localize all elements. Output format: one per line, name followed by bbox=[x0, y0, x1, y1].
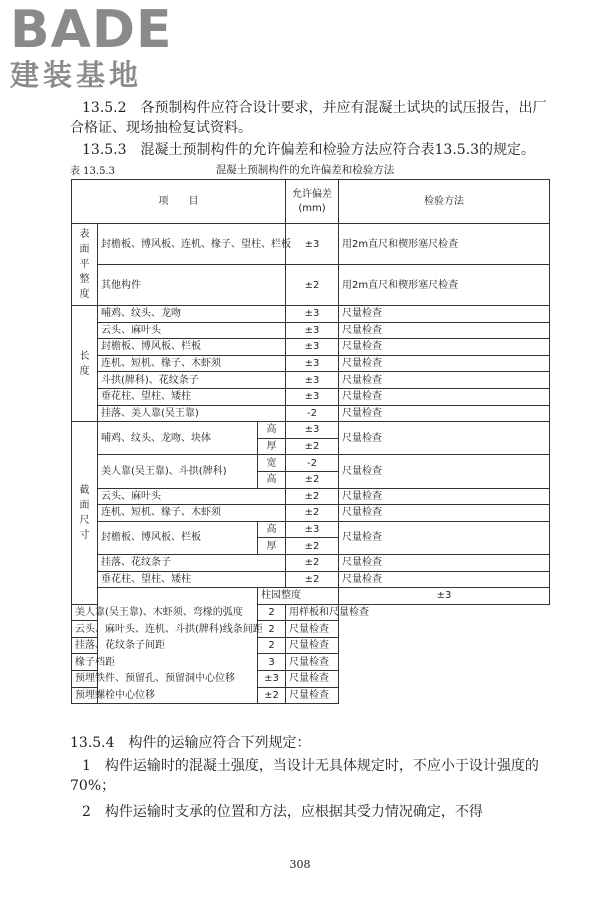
table-row bbox=[72, 405, 550, 422]
category-section: 截 面 尺 寸 bbox=[72, 422, 98, 605]
row-item: 云头、麻叶头 bbox=[98, 322, 286, 339]
table-row bbox=[72, 455, 550, 472]
paragraph-13-5-2: 13.5.2 各预制构件应符合设计要求，并应有混凝土试块的试压报告，出厂合格证、现场抽检复试资料。 bbox=[70, 100, 547, 136]
table-row bbox=[72, 554, 550, 571]
logo-brand-text: BADE bbox=[10, 0, 173, 60]
row-method: 用样板和尺量检查 bbox=[286, 604, 339, 621]
row-tolerance: ±2 bbox=[286, 571, 339, 588]
header-method: 检验方法 bbox=[339, 180, 550, 224]
row-tolerance: 2 bbox=[258, 604, 286, 621]
row-tolerance: ±3 bbox=[286, 388, 339, 405]
table-row bbox=[72, 306, 550, 323]
row-method: 用2m直尺和楔形塞尺检查 bbox=[339, 224, 550, 265]
table-row bbox=[72, 621, 550, 638]
row-method: 尺量检查 bbox=[286, 654, 339, 671]
table-row bbox=[72, 322, 550, 339]
row-tolerance: ±3 bbox=[286, 422, 339, 439]
table-row bbox=[72, 637, 550, 654]
table-header-row bbox=[72, 180, 550, 224]
row-method: 尺量检查 bbox=[339, 422, 550, 455]
row-sub: 高 bbox=[258, 471, 286, 488]
logo-brand-cn: 建装基地 bbox=[10, 58, 143, 92]
table-row bbox=[72, 588, 550, 605]
row-tolerance: ±2 bbox=[286, 265, 339, 306]
row-sub: 厚 bbox=[258, 438, 286, 455]
table-row bbox=[72, 521, 550, 538]
row-tolerance: ±3 bbox=[286, 339, 339, 356]
row-tolerance: ±3 bbox=[286, 306, 339, 323]
row-tolerance: ±3 bbox=[286, 224, 339, 265]
row-tolerance: ±2 bbox=[286, 488, 339, 505]
row-item: 挂落、美人靠(吴王靠) bbox=[98, 405, 286, 422]
row-method: 尺量检查 bbox=[339, 339, 550, 356]
row-method: 尺量检查 bbox=[286, 621, 339, 638]
row-item: 哺鸡、纹头、龙吻、块体 bbox=[98, 422, 258, 455]
table-row bbox=[72, 687, 550, 704]
row-tolerance: 3 bbox=[258, 654, 286, 671]
row-tolerance: 2 bbox=[258, 637, 286, 654]
list-item-2: 2 构件运输时支承的位置和方法，应根据其受力情况确定，不得 bbox=[82, 804, 483, 820]
row-method: 尺量检查 bbox=[286, 671, 339, 688]
table-row bbox=[72, 388, 550, 405]
table-row bbox=[72, 355, 550, 372]
row-sub: 高 bbox=[258, 521, 286, 538]
row-item: 预埋螺栓中心位移 bbox=[72, 687, 258, 704]
table-row bbox=[72, 372, 550, 389]
category-surface: 表 面 平 整 度 bbox=[72, 224, 98, 306]
row-sub: 宽 bbox=[258, 455, 286, 472]
table-row bbox=[72, 339, 550, 356]
row-method: 尺量检查 bbox=[286, 637, 339, 654]
table-row bbox=[72, 265, 550, 306]
row-method: 尺量检查 bbox=[339, 355, 550, 372]
row-item: 封檐板、博风板、栏板 bbox=[98, 521, 258, 554]
row-item: 连机、短机、椽子、木虾须 bbox=[98, 505, 286, 522]
row-method: 尺量检查 bbox=[339, 388, 550, 405]
row-item: 斗拱(牌科)、花纹条子 bbox=[98, 372, 286, 389]
row-item: 垂花柱、望柱、矮柱 bbox=[98, 571, 286, 588]
row-item: 封檐板、博风板、栏板 bbox=[98, 339, 286, 356]
row-item: 封檐板、博风板、连机、椽子、望柱、栏板 bbox=[98, 224, 286, 265]
row-method: 尺量检查 bbox=[339, 455, 550, 488]
row-tolerance: ±3 bbox=[339, 588, 550, 605]
table-row bbox=[72, 224, 550, 265]
row-item: 挂落、花纹条子 bbox=[98, 554, 286, 571]
row-item: 美人靠(吴王靠)、斗拱(牌科) bbox=[98, 455, 258, 488]
row-item: 连机、短机、椽子、木虾须 bbox=[98, 355, 286, 372]
table-row bbox=[72, 422, 550, 439]
row-tolerance: ±3 bbox=[286, 355, 339, 372]
row-method: 尺量检查 bbox=[339, 521, 550, 554]
header-tolerance: 允许偏差(mm) bbox=[286, 180, 339, 224]
table-row bbox=[72, 488, 550, 505]
row-tolerance: ±3 bbox=[258, 671, 286, 688]
row-sub: 高 bbox=[258, 422, 286, 439]
row-item: 柱园整度 bbox=[258, 588, 339, 605]
tolerance-table-body bbox=[71, 179, 550, 704]
row-method: 尺量检查 bbox=[339, 554, 550, 571]
row-tolerance: ±2 bbox=[286, 554, 339, 571]
paragraph-13-5-3: 13.5.3 混凝土预制构件的允许偏差和检验方法应符合表13.5.3的规定。 bbox=[82, 142, 536, 158]
row-sub: 厚 bbox=[258, 538, 286, 555]
row-tolerance: ±2 bbox=[258, 687, 286, 704]
row-tolerance: 2 bbox=[258, 621, 286, 638]
row-item: 垂花柱、望柱、矮柱 bbox=[98, 388, 286, 405]
table-row bbox=[72, 505, 550, 522]
row-tolerance: ±2 bbox=[286, 538, 339, 555]
row-tolerance: -2 bbox=[286, 405, 339, 422]
row-item: 挂落、花纹条子间距 bbox=[72, 637, 258, 654]
table-row bbox=[72, 671, 550, 688]
row-tolerance: ±2 bbox=[286, 505, 339, 522]
row-tolerance: ±3 bbox=[286, 521, 339, 538]
row-method: 尺量检查 bbox=[339, 322, 550, 339]
row-tolerance: ±3 bbox=[286, 372, 339, 389]
page-number: 308 bbox=[289, 858, 311, 871]
row-method: 用2m直尺和楔形塞尺检查 bbox=[339, 265, 550, 306]
row-item: 美人靠(吴王靠)、木虾须、弯椽的弧度 bbox=[72, 604, 258, 621]
category-length: 长 度 bbox=[72, 306, 98, 422]
header-item: 项 目 bbox=[72, 180, 286, 224]
row-method: 尺量检查 bbox=[339, 488, 550, 505]
row-method: 尺量检查 bbox=[339, 405, 550, 422]
paragraph-13-5-4: 13.5.4 构件的运输应符合下列规定： bbox=[70, 735, 311, 751]
row-method: 尺量检查 bbox=[339, 372, 550, 389]
table-row bbox=[72, 571, 550, 588]
row-item: 预埋铁件、预留孔、预留洞中心位移 bbox=[72, 671, 258, 688]
row-tolerance: ±2 bbox=[286, 471, 339, 488]
table-number: 表 13.5.3 bbox=[70, 166, 115, 177]
table-title: 混凝土预制构件的允许偏差和检验方法 bbox=[215, 164, 395, 176]
row-method: 尺量检查 bbox=[339, 505, 550, 522]
row-item: 哺鸡、纹头、龙吻 bbox=[98, 306, 286, 323]
row-method: 尺量检查 bbox=[286, 687, 339, 704]
row-item: 椽子档距 bbox=[72, 654, 258, 671]
row-item: 其他构件 bbox=[98, 265, 286, 306]
row-tolerance: -2 bbox=[286, 455, 339, 472]
row-tolerance: ±2 bbox=[286, 438, 339, 455]
row-method: 尺量检查 bbox=[339, 306, 550, 323]
table-caption bbox=[70, 162, 540, 176]
row-item: 云头、麻叶头、连机、斗拱(牌科)线条间距 bbox=[72, 621, 258, 638]
list-item-1: 1 构件运输时的混凝土强度，当设计无具体规定时，不应小于设计强度的70%； bbox=[70, 758, 539, 794]
logo bbox=[10, 0, 173, 92]
row-item: 云头、麻叶头 bbox=[98, 488, 286, 505]
row-tolerance: ±3 bbox=[286, 322, 339, 339]
row-method: 尺量检查 bbox=[339, 571, 550, 588]
table-row bbox=[72, 604, 550, 621]
table-row bbox=[72, 654, 550, 671]
